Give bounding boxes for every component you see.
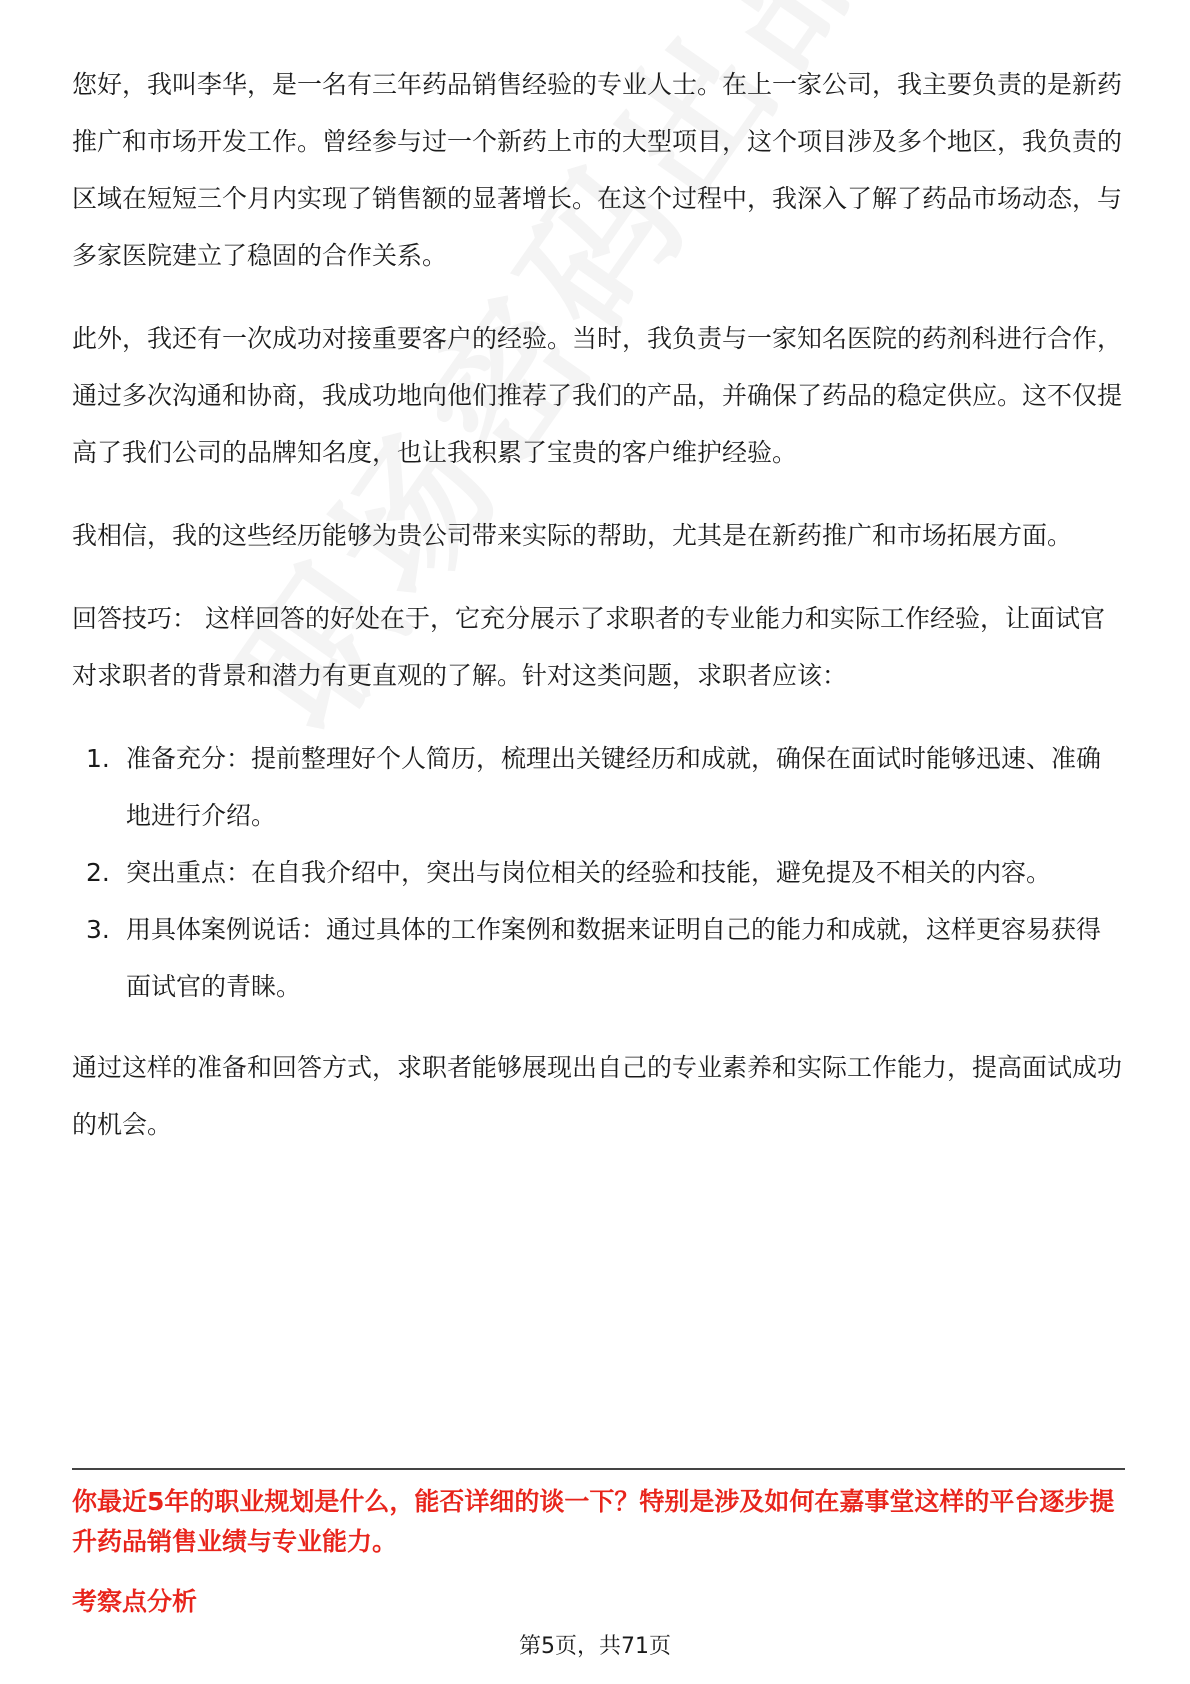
section-divider <box>72 1468 1125 1470</box>
paragraph-belief: 我相信，我的这些经历能够为贵公司带来实际的帮助，尤其是在新药推广和市场拓展方面。 <box>72 521 1073 550</box>
list-item-number: 3. <box>86 915 110 944</box>
list-item <box>72 901 1122 1015</box>
list-item-number: 1. <box>86 744 110 773</box>
list-item-number: 2. <box>86 858 110 887</box>
paragraph-intro: 您好，我叫李华，是一名有三年药品销售经验的专业人士。在上一家公司，我主要负责的是新药推广和市场开发工作。曾经参与过一个新药上市的大型项目，这个项目涉及多个地区，我负责的区域在短短三个月内实现了销售额的显著增长。在这个过程中，我深入了解了药品市场动态，与多家医院建立了稳固的合作关系。 <box>72 70 1123 270</box>
tips-list <box>72 730 1122 1015</box>
list-item-text: 准备充分：提前整理好个人简历，梳理出关键经历和成就，确保在面试时能够迅速、准确地进行介绍。 <box>126 744 1102 830</box>
page-footer: 第5页，共71页 <box>519 1634 671 1659</box>
next-question: 你最近5年的职业规划是什么，能否详细的谈一下？特别是涉及如何在嘉事堂这样的平台逐步提升药品销售业绩与专业能力。 <box>72 1487 1115 1556</box>
document-body <box>72 56 1122 1179</box>
paragraph-client-experience: 此外，我还有一次成功对接重要客户的经验。当时，我负责与一家知名医院的药剂科进行合作，通过多次沟通和协商，我成功地向他们推荐了我们的产品，并确保了药品的稳定供应。这不仅提高了我们公司的品牌知名度，也让我积累了宝贵的客户维护经验。 <box>72 324 1123 467</box>
paragraph-answer-tips: 回答技巧： 这样回答的好处在于，它充分展示了求职者的专业能力和实际工作经验，让面试官对求职者的背景和潜力有更直观的了解。针对这类问题，求职者应该： <box>72 604 1105 690</box>
list-item-text: 突出重点：在自我介绍中，突出与岗位相关的经验和技能，避免提及不相关的内容。 <box>126 858 1052 887</box>
paragraph-closing: 通过这样的准备和回答方式，求职者能够展现出自己的专业素养和实际工作能力，提高面试成功的机会。 <box>72 1053 1123 1139</box>
list-item-text: 用具体案例说话：通过具体的工作案例和数据来证明自己的能力和成就，这样更容易获得面试官的青睐。 <box>126 915 1102 1001</box>
analysis-heading: 考察点分析 <box>72 1587 198 1616</box>
list-item <box>72 844 1122 901</box>
list-item <box>72 730 1122 844</box>
